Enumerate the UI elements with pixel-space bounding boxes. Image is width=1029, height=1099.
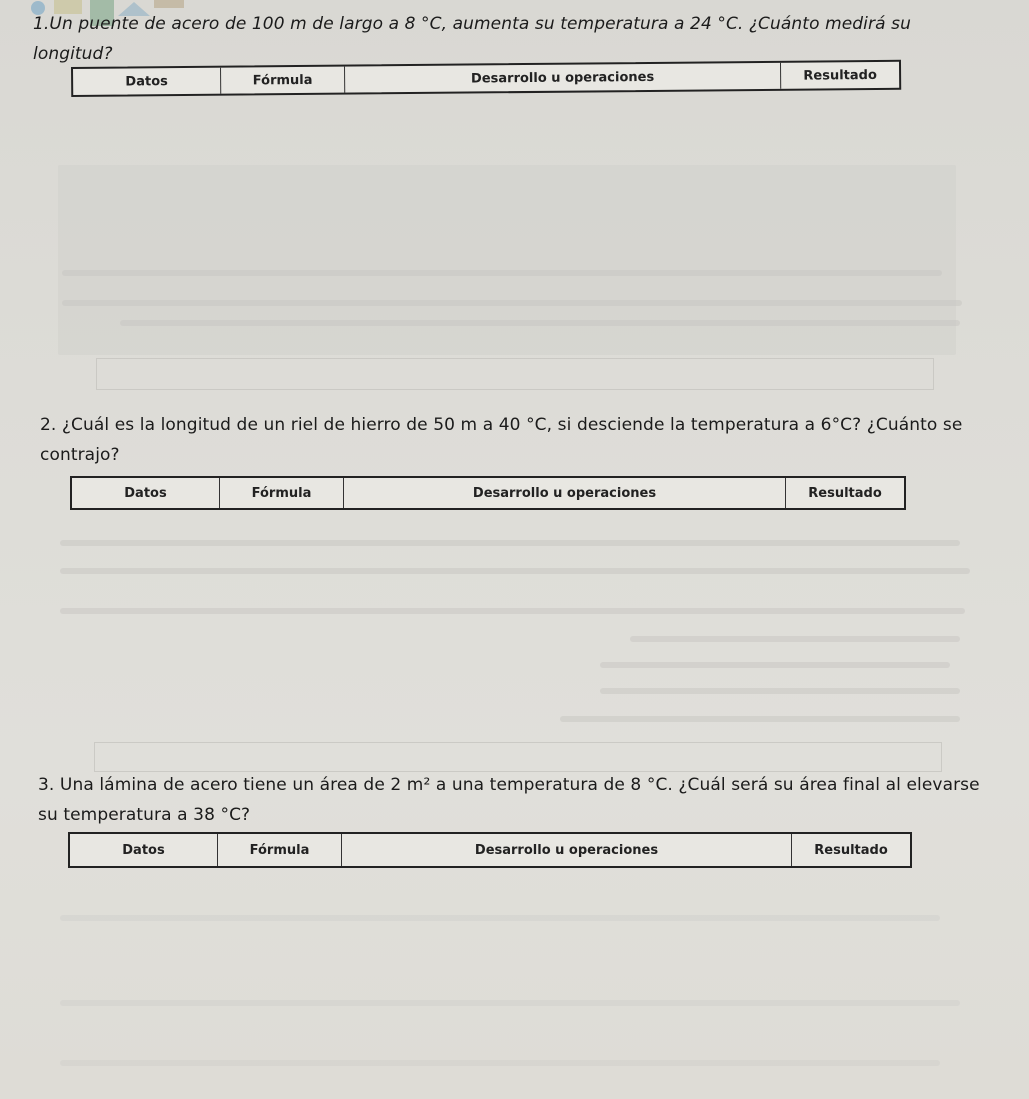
show-through-line (120, 320, 960, 326)
show-through-line (62, 300, 962, 306)
question-1: 1.Un puente de acero de 100 m de largo a 8 °C, aumenta su temperatura a 24 °C. ¿Cuánto medirá su longitud? (33, 14, 911, 64)
show-through-line (60, 1000, 960, 1006)
show-through-line (60, 1060, 940, 1066)
header-datos: Datos (72, 478, 220, 508)
header-desarrollo: Desarrollo u operaciones (344, 478, 786, 508)
header-formula: Fórmula (220, 478, 344, 508)
header-datos: Datos (73, 68, 221, 95)
show-through-table (96, 358, 934, 390)
show-through-line (62, 270, 942, 276)
answer-table-2 (70, 476, 906, 510)
show-through-line (600, 662, 950, 668)
show-through-line (560, 716, 960, 722)
show-through-line (60, 568, 970, 574)
show-through-table (94, 742, 942, 772)
show-through-line (60, 608, 965, 614)
answer-table-3 (68, 832, 912, 868)
show-through-region (58, 165, 956, 355)
header-resultado: Resultado (803, 67, 877, 84)
header-formula: Fórmula (221, 67, 345, 94)
header-desarrollo: Desarrollo u operaciones (342, 834, 792, 866)
question-3: 3. Una lámina de acero tiene un área de 2 m² a una temperatura de 8 °C. ¿Cuál será su área final al elevarse su temperatura a 38 °C? (38, 775, 980, 825)
header-formula: Fórmula (218, 834, 342, 866)
answer-table-1 (71, 60, 901, 97)
question-2: 2. ¿Cuál es la longitud de un riel de hierro de 50 m a 40 °C, si desciende la temperatura a 6°C? ¿Cuánto se contrajo? (40, 415, 963, 465)
header-resultado: Resultado (808, 485, 882, 501)
show-through-line (60, 540, 960, 546)
show-through-line (600, 688, 960, 694)
header-datos: Datos (70, 834, 218, 866)
show-through-line (60, 915, 940, 921)
show-through-line (630, 636, 960, 642)
header-desarrollo: Desarrollo u operaciones (345, 63, 781, 93)
header-resultado: Resultado (814, 842, 888, 858)
